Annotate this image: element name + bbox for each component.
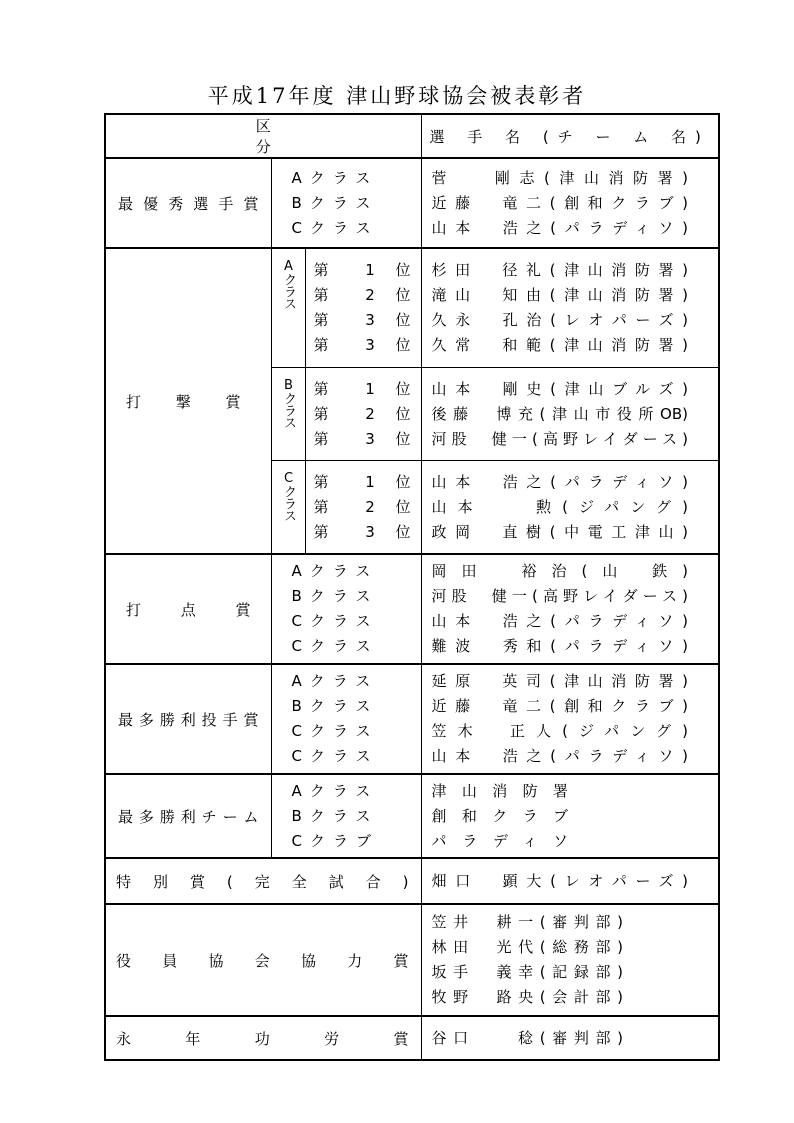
player-name: 延原 英司(津山消防署) — [431, 672, 689, 690]
rank-label: 第 3 位 — [313, 336, 411, 354]
rank-label: 第 3 位 — [313, 311, 411, 329]
player-name: 河股 健一(高野レイダース) — [431, 587, 689, 605]
player-name: 坂手 義幸(記録部) — [431, 963, 624, 981]
rank-label: 第 3 位 — [313, 429, 411, 448]
player-name: 難波 秀和(パラディソ) — [431, 637, 689, 655]
rank-label: 第 1 位 — [313, 261, 411, 279]
player-name: 岡田 裕治(山 鉄) — [431, 562, 689, 580]
player-name: 谷口 稔(審判部) — [431, 1028, 624, 1047]
class-label: Bクラス — [291, 806, 379, 825]
wins-team-row — [105, 774, 719, 858]
class-label: Bクラス — [281, 378, 296, 428]
player-name: 笠木 正人(ジパング) — [431, 722, 689, 740]
player-name: 山本 剛史(津山ブルズ) — [431, 379, 689, 398]
player-name: 近藤 竜二(創和クラブ) — [431, 697, 689, 715]
batting-c-ranks — [305, 461, 421, 555]
officers-players — [421, 904, 719, 1016]
player-name: 林田 光代(総務部) — [431, 938, 624, 956]
wins-pitcher-row — [105, 664, 719, 774]
player-name: 近藤 竜二(創和クラブ) — [431, 193, 689, 212]
wins-pitcher-players — [421, 664, 719, 774]
batting-a-row — [105, 248, 719, 368]
special-row — [105, 858, 719, 904]
rank-label: 第 3 位 — [313, 522, 411, 541]
awards-table — [104, 113, 720, 1061]
mvp-category: 最優秀選手賞 — [105, 158, 271, 248]
class-label: Cクラス — [291, 722, 379, 740]
rbi-classes — [271, 554, 421, 664]
wins-team-teams — [421, 774, 719, 858]
player-name: 山本 勲(ジパング) — [431, 497, 689, 516]
rank-label: 第 2 位 — [313, 497, 411, 516]
player-name: 山本 浩之(パラディソ) — [431, 218, 689, 237]
batting-a-class — [271, 248, 305, 368]
class-label: Aクラス — [291, 781, 379, 800]
player-name: 後藤 博充(津山市役所OB) — [431, 404, 689, 423]
rbi-players — [421, 554, 719, 664]
team-name: 津山消防署 — [431, 781, 569, 800]
player-name: 久常 和範(津山消防署) — [431, 336, 689, 354]
header-category: 区 分 — [105, 114, 421, 158]
class-label: Cクラス — [281, 471, 296, 521]
wins-team-category: 最多勝利チーム — [105, 774, 271, 858]
class-label: Cクラス — [291, 637, 379, 655]
class-label: Cクラブ — [291, 831, 379, 850]
class-label: Aクラス — [281, 259, 296, 309]
batting-b-class — [271, 368, 305, 461]
player-name: 山本 浩之(パラディソ) — [431, 612, 689, 630]
player-name: 滝山 知由(津山消防署) — [431, 286, 689, 304]
batting-category: 打撃賞 — [105, 248, 271, 554]
batting-b-players — [421, 368, 719, 461]
wins-pitcher-category: 最多勝利投手賞 — [105, 664, 271, 774]
class-label: Cクラス — [291, 612, 379, 630]
player-name: 久永 孔治(レオパーズ) — [431, 311, 689, 329]
rank-label: 第 2 位 — [313, 404, 411, 423]
rank-label: 第 1 位 — [313, 472, 411, 491]
batting-c-players — [421, 461, 719, 555]
team-name: パラディソ — [431, 831, 569, 850]
player-name: 畑口 顕大(レオパーズ) — [431, 871, 689, 890]
player-name: 山本 浩之(パラディソ) — [431, 747, 689, 765]
player-name: 山本 浩之(パラディソ) — [431, 472, 689, 491]
rank-label: 第 1 位 — [313, 379, 411, 398]
page-title: 平成17年度 津山野球協会被表彰者 — [207, 84, 587, 108]
player-name: 菅 剛志(津山消防署) — [431, 168, 689, 187]
wins-pitcher-classes — [271, 664, 421, 774]
special-category: 特別賞(完全試合) — [105, 858, 421, 904]
header-player: 選 手 名 (チ ー ム 名) — [421, 114, 719, 158]
batting-c-class — [271, 461, 305, 555]
longservice-category: 永年功労賞 — [105, 1016, 421, 1060]
mvp-row — [105, 158, 719, 248]
player-name: 笠井 耕一(審判部) — [431, 913, 624, 931]
class-label: Bクラス — [291, 697, 379, 715]
batting-b-ranks — [305, 368, 421, 461]
rank-label: 第 2 位 — [313, 286, 411, 304]
special-player-cell — [421, 858, 719, 904]
officers-category: 役員協会協力賞 — [105, 904, 421, 1016]
class-label: Cクラス — [291, 218, 379, 237]
player-name: 杉田 径礼(津山消防署) — [431, 261, 689, 279]
class-label: Cクラス — [291, 747, 379, 765]
wins-team-classes — [271, 774, 421, 858]
player-name: 河股 健一(高野レイダース) — [431, 429, 689, 448]
team-name: 創和クラブ — [431, 806, 569, 825]
class-label: Bクラス — [291, 587, 379, 605]
table-header-row — [105, 114, 719, 158]
rbi-row — [105, 554, 719, 664]
class-label: Aクラス — [291, 562, 379, 580]
batting-a-players — [421, 248, 719, 368]
class-label: Aクラス — [291, 168, 379, 187]
class-label: Bクラス — [291, 193, 379, 212]
batting-a-ranks — [305, 248, 421, 368]
officers-row — [105, 904, 719, 1016]
player-name: 牧野 路央(会計部) — [431, 988, 624, 1006]
player-name: 政岡 直樹(中電工津山) — [431, 522, 689, 541]
mvp-players — [421, 158, 719, 248]
rbi-category: 打点賞 — [105, 554, 271, 664]
longservice-player-cell — [421, 1016, 719, 1060]
mvp-classes — [271, 158, 421, 248]
class-label: Aクラス — [291, 672, 379, 690]
longservice-row — [105, 1016, 719, 1060]
